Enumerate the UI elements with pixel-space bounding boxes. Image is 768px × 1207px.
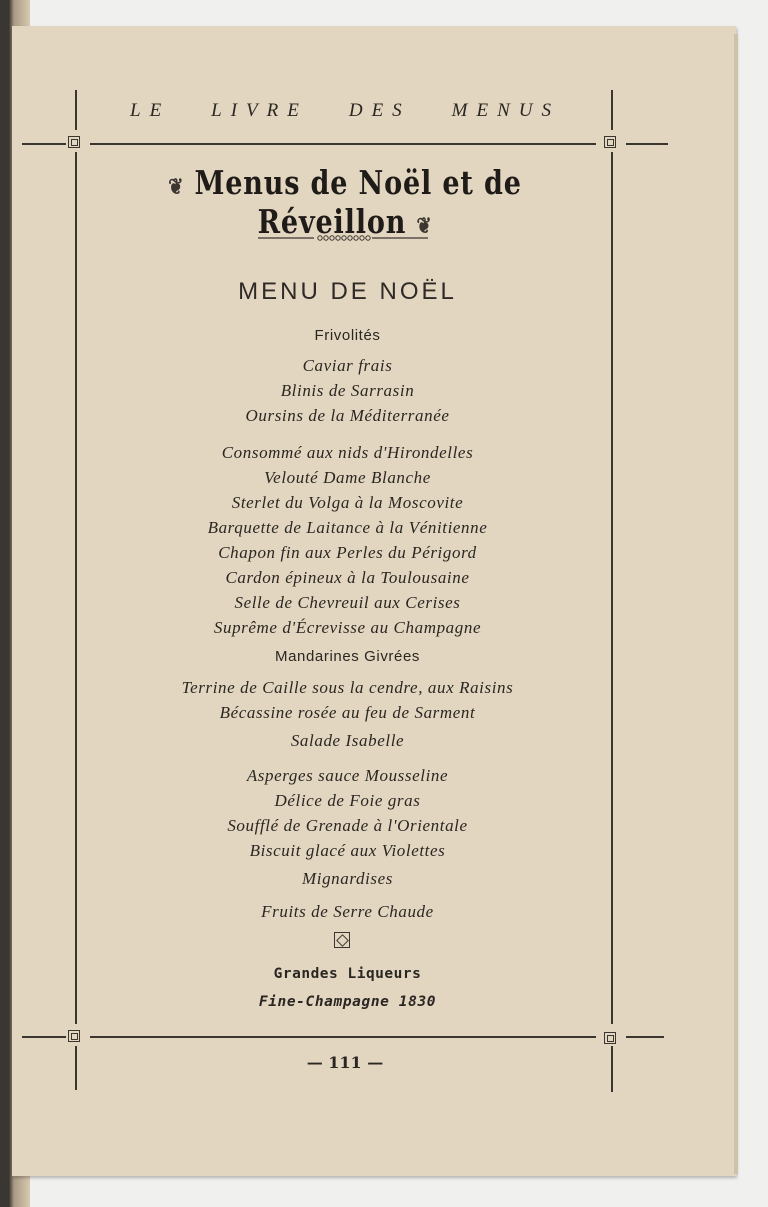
fleuron-right-icon: ❦ <box>416 213 433 239</box>
frame-bottom-rule-right-stub <box>626 1036 664 1038</box>
frame-bottom-rule-left-stub <box>22 1036 66 1038</box>
menu-item: Sterlet du Volga à la Moscovite <box>231 493 464 512</box>
menu-item: Mignardises <box>302 869 393 888</box>
menu-item: Caviar frais <box>302 356 393 375</box>
frame-left-rule <box>75 152 77 1024</box>
corner-ornament-icon <box>68 136 80 148</box>
menu-item: Chapon fin aux Perles du Périgord <box>218 543 477 562</box>
ornamental-divider <box>258 232 428 244</box>
running-head-word: LIVRE <box>211 100 308 121</box>
menu-item: Consommé aux nids d'Hirondelles <box>221 443 474 462</box>
corner-ornament-icon <box>604 1032 616 1044</box>
frame-top-rule-left-stub <box>22 143 66 145</box>
menu-item: Délice de Foie gras <box>274 791 421 810</box>
menu-item: Barquette de Laitance à la Vénitienne <box>207 518 488 537</box>
frame-left-rule-top <box>75 90 77 130</box>
corner-ornament-icon <box>604 136 616 148</box>
menu-item: Cardon épineux à la Toulousaine <box>225 568 470 587</box>
menu-item: Blinis de Sarrasin <box>280 381 415 400</box>
ornament-mark-icon <box>334 932 350 948</box>
menu-item: Selle de Chevreuil aux Cerises <box>234 593 461 612</box>
menu-item: Grandes Liqueurs <box>273 966 422 982</box>
frame-right-rule-top <box>611 90 613 130</box>
running-head-word: MENUS <box>451 100 560 121</box>
title-text: Menus de Noël et de Réveillon <box>194 163 522 241</box>
menu-item: Terrine de Caille sous la cendre, aux Raisins <box>181 678 514 697</box>
menu-item: Asperges sauce Mousseline <box>246 766 449 785</box>
page-edge <box>734 34 738 1174</box>
page-number: — 111 — <box>306 1053 384 1072</box>
menu-course-heading: Mandarines Givrées <box>274 648 421 665</box>
running-head-word: DES <box>348 100 411 121</box>
running-head <box>130 100 560 122</box>
running-head-word: LE <box>130 100 171 121</box>
menu-item: Salade Isabelle <box>290 731 405 750</box>
menu-item: Velouté Dame Blanche <box>264 468 431 487</box>
menu-course-heading: Frivolités <box>314 327 381 344</box>
menu-item: Bécassine rosée au feu de Sarment <box>219 703 476 722</box>
frame-right-rule-bottom <box>611 1046 613 1092</box>
menu-heading: MENU DE NOËL <box>238 278 457 305</box>
menu-item: Fine-Champagne 1830 <box>258 994 437 1010</box>
page-title <box>128 163 563 241</box>
menu-item: Biscuit glacé aux Violettes <box>249 841 446 860</box>
corner-ornament-icon <box>68 1030 80 1042</box>
fleuron-left-icon: ❦ <box>168 174 185 200</box>
menu-item: Soufflé de Grenade à l'Orientale <box>227 816 468 835</box>
menu-item: Oursins de la Méditerranée <box>245 406 450 425</box>
frame-left-rule-bottom <box>75 1046 77 1090</box>
frame-top-rule <box>90 143 596 145</box>
menu-item: Fruits de Serre Chaude <box>261 902 434 921</box>
frame-top-rule-right-stub <box>626 143 668 145</box>
menu-item: Suprême d'Écrevisse au Champagne <box>213 618 482 637</box>
frame-bottom-rule <box>90 1036 596 1038</box>
